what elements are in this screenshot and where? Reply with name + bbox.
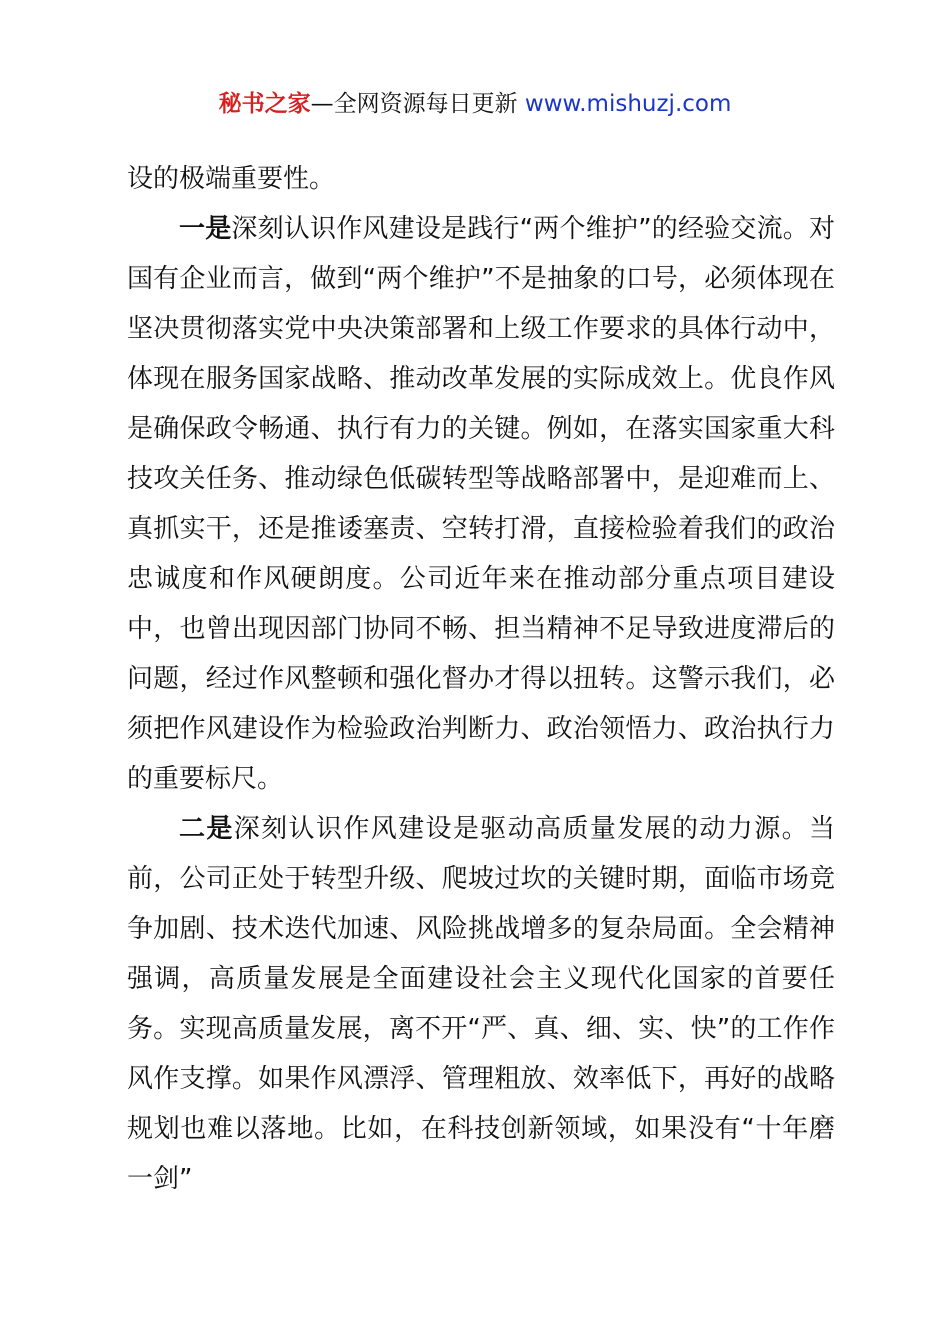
website-link[interactable]: www.mishuzj.com (524, 91, 732, 117)
brand-name: 秘书之家 (218, 91, 311, 117)
document-body (127, 154, 835, 1204)
paragraph-1-text: 深刻认识作风建设是践行“两个维护”的经验交流。对国有企业而言，做到“两个维护”不是抽象的口号，必须体现在坚决贯彻落实党中央决策部署和上级工作要求的具体行动中，体现在服务国家战略、推动改革发展的实际成效上。优良作风是确保政令畅通、执行有力的关键。例如，在落实国家重大科技攻关任务、推动绿色低碳转型等战略部署中，是迎难而上、真抓实干，还是推诿塞责、空转打滑，直接检验着我们的政治忠诚度和作风硬朗度。公司近年来在推动部分重点项目建设中，也曾出现因部门协同不畅、担当精神不足导致进度滞后的问题，经过作风整顿和强化督办才得以扭转。这警示我们，必须把作风建设作为检验政治判断力、政治领悟力、政治执行力的重要标尺。 (127, 214, 835, 794)
paragraph-1-lead: 一是 (179, 214, 232, 244)
paragraph-2-text: 深刻认识作风建设是驱动高质量发展的动力源。当前，公司正处于转型升级、爬坡过坎的关键时期，面临市场竞争加剧、技术迭代加速、风险挑战增多的复杂局面。全会精神强调，高质量发展是全面建设社会主义现代化国家的首要任务。实现高质量发展，离不开“严、真、细、实、快”的工作作风作支撑。如果作风漂浮、管理粗放、效率低下，再好的战略规划也难以落地。比如，在科技创新领域，如果没有“十年磨一剑” (127, 814, 835, 1194)
paragraph-2-lead: 二是 (179, 814, 234, 844)
page-header (0, 86, 950, 122)
continuation-paragraph: 设的极端重要性。 (127, 164, 336, 194)
paragraph-2 (127, 804, 835, 1204)
paragraph-1 (127, 204, 835, 804)
header-tagline: —全网资源每日更新 (310, 91, 518, 117)
